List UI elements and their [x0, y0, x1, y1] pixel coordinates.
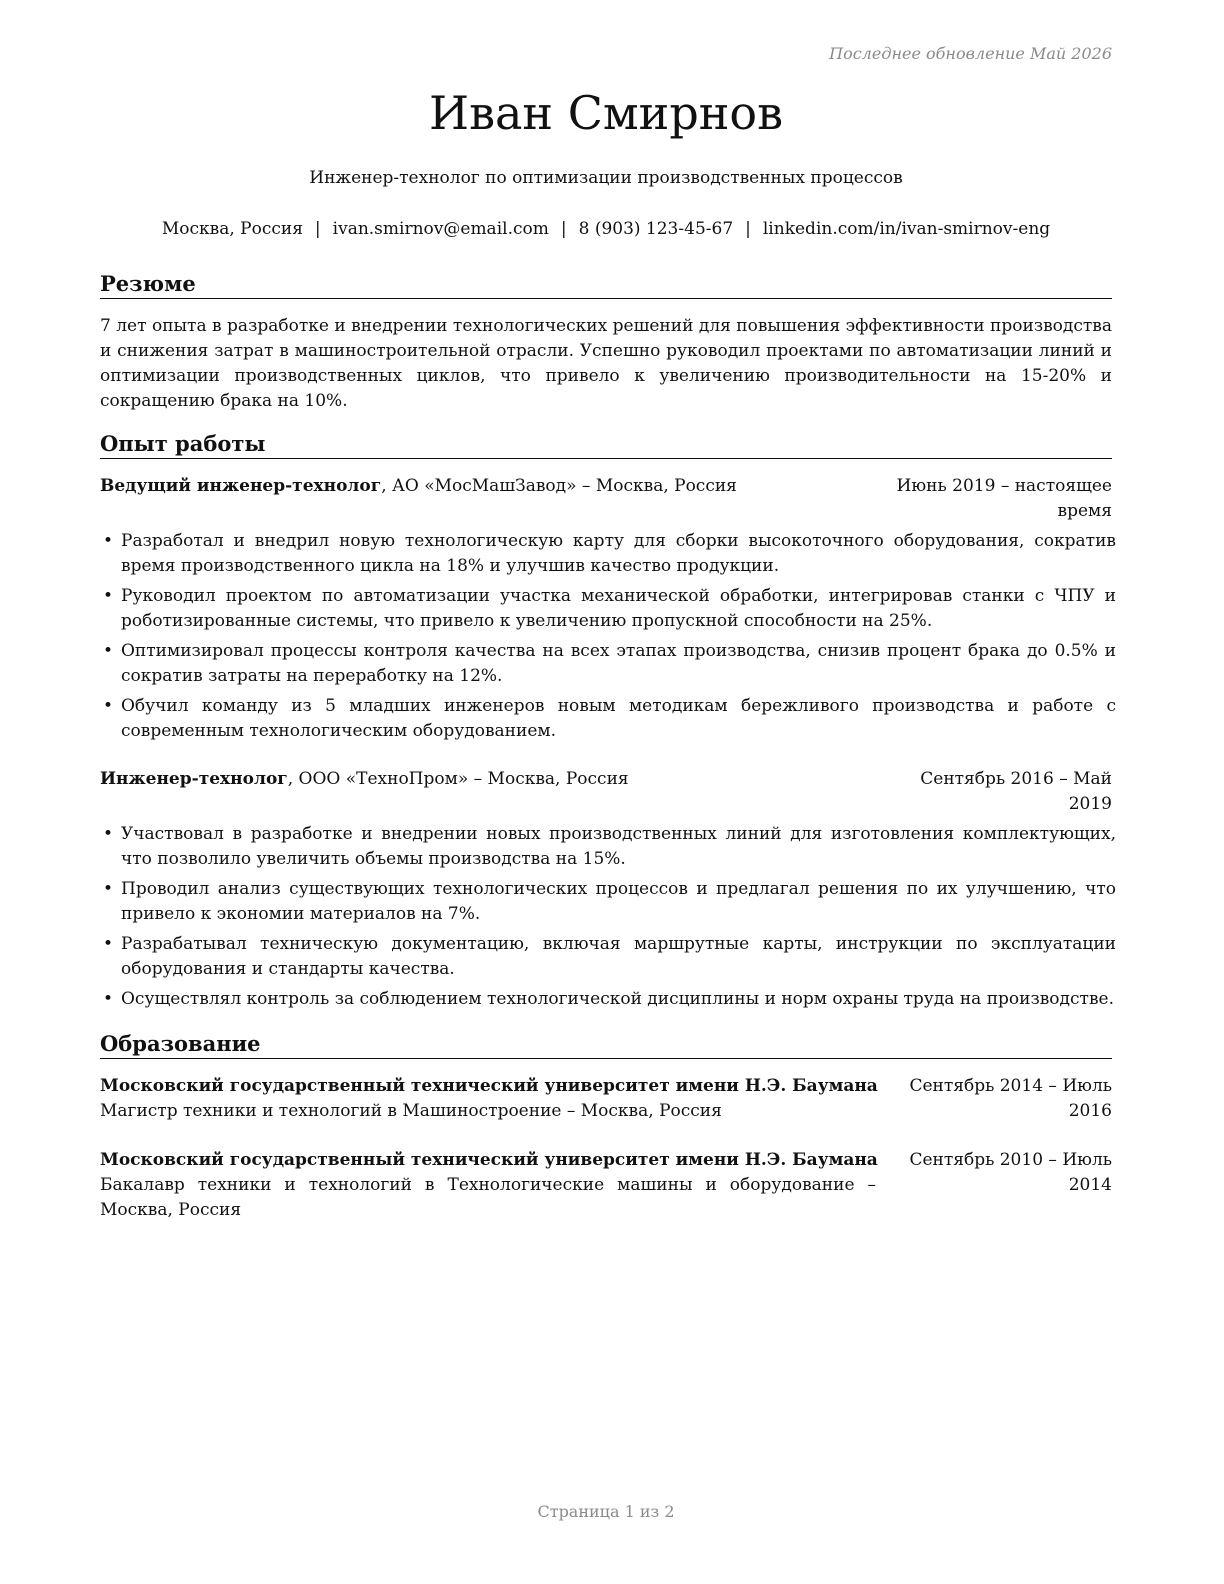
list-item: [100, 932, 1116, 982]
section-heading-experience: Опыт работы: [100, 431, 1112, 459]
degree-line: Магистр техники и технологий в Машиностроение – Москва, Россия: [100, 1101, 722, 1121]
job-position-line: [100, 474, 737, 499]
contact-separator: |: [560, 219, 567, 239]
resume-page: [100, 0, 1116, 1584]
bullet-icon: •: [103, 696, 114, 716]
job-dates: Сентябрь 2016 – Май 2019: [920, 769, 1112, 814]
bullet-icon: •: [103, 934, 114, 954]
contact-separator: |: [745, 219, 751, 239]
contact-line: [100, 219, 1112, 239]
bullet-text: Разрабатывал техническую документацию, включая маршрутные карты, инструкции по эксплуатации оборудования и стандарты качества.: [121, 934, 1116, 979]
bullet-text: Участвовал в разработке и внедрении новых производственных линий для изготовления комплектующих, что позволило увеличить объемы производства на 15%.: [121, 824, 1116, 869]
summary-text: 7 лет опыта в разработке и внедрении технологических решений для повышения эффективности производства и снижения затрат в машиностроительной отрасли. Успешно руководил проектами по автоматизации линий и оптимизации производственных циклов, что привело к увеличению производительности на 15-20% и сокращению брака на 10%.: [100, 316, 1112, 411]
job-achievements-list: [100, 529, 1116, 749]
bullet-text: Оптимизировал процессы контроля качества на всех этапах производства, снизив процент брака до 0.5% и сократив затраты на переработку на 12%.: [121, 641, 1116, 686]
section-heading-education: Образование: [100, 1031, 1112, 1059]
bullet-text: Осуществлял контроль за соблюдением технологической дисциплины и норм охраны труда на производстве.: [121, 989, 1114, 1009]
contact-location: Москва, Россия: [161, 219, 303, 239]
bullet-icon: •: [103, 641, 114, 661]
list-item: [100, 584, 1116, 634]
list-item: [100, 877, 1116, 927]
section-heading-summary: Резюме: [100, 271, 1112, 299]
school-name: Московский государственный технический университет имени Н.Э. Баумана: [100, 1150, 878, 1170]
job-position-line: [100, 767, 629, 792]
bullet-icon: •: [103, 989, 114, 1009]
list-item: [100, 987, 1116, 1012]
education-dates: Сентябрь 2010 – Июль 2014: [909, 1150, 1112, 1195]
bullet-text: Руководил проектом по автоматизации участка механической обработки, интегрировав станки с ЧПУ и роботизированные системы, что привело к увеличению пропускной способности на 25%.: [121, 586, 1116, 631]
bullet-text: Обучил команду из 5 младших инженеров новым методикам бережливого производства и работе с современным технологическим оборудованием.: [121, 696, 1116, 741]
bullet-icon: •: [103, 531, 114, 551]
contact-separator: |: [314, 219, 321, 239]
bullet-icon: •: [103, 586, 114, 606]
list-item: [100, 529, 1116, 579]
job-dates: Июнь 2019 – настоящее время: [896, 476, 1112, 521]
job-position: Инженер-технолог: [100, 769, 288, 789]
bullet-icon: •: [103, 879, 114, 899]
list-item: [100, 822, 1116, 872]
list-item: [100, 694, 1116, 744]
job-company: , ООО «ТехноПром» – Москва, Россия: [287, 769, 629, 789]
last-updated-note: Последнее обновление Май 2026: [829, 44, 1112, 63]
bullet-text: Разработал и внедрил новую технологическую карту для сборки высокоточного оборудования, сократив время производственного цикла на 18% и улучшив качество продукции.: [121, 531, 1116, 576]
school-name: Московский государственный технический университет имени Н.Э. Баумана: [100, 1076, 878, 1096]
job-company: , АО «МосМашЗавод» – Москва, Россия: [381, 476, 737, 496]
contact-linkedin[interactable]: linkedin.com/in/ivan-smirnov-eng: [762, 219, 1051, 239]
job-title: Инженер-технолог по оптимизации производственных процессов: [309, 168, 903, 188]
job-position: Ведущий инженер-технолог: [100, 476, 382, 496]
list-item: [100, 639, 1116, 689]
person-name: Иван Смирнов: [428, 86, 784, 140]
job-achievements-list: [100, 822, 1116, 1017]
degree-line: Бакалавр техники и технологий в Технологические машины и оборудование – Москва, Россия: [100, 1175, 876, 1220]
bullet-icon: •: [103, 824, 114, 844]
contact-phone[interactable]: 8 (903) 123-45-67: [578, 219, 734, 239]
bullet-text: Проводил анализ существующих технологических процессов и предлагал решения по их улучшению, что привело к экономии материалов на 7%.: [121, 879, 1116, 924]
education-dates: Сентябрь 2014 – Июль 2016: [909, 1076, 1112, 1121]
page-number: Страница 1 из 2: [537, 1502, 675, 1521]
contact-email[interactable]: ivan.smirnov@email.com: [332, 219, 549, 239]
